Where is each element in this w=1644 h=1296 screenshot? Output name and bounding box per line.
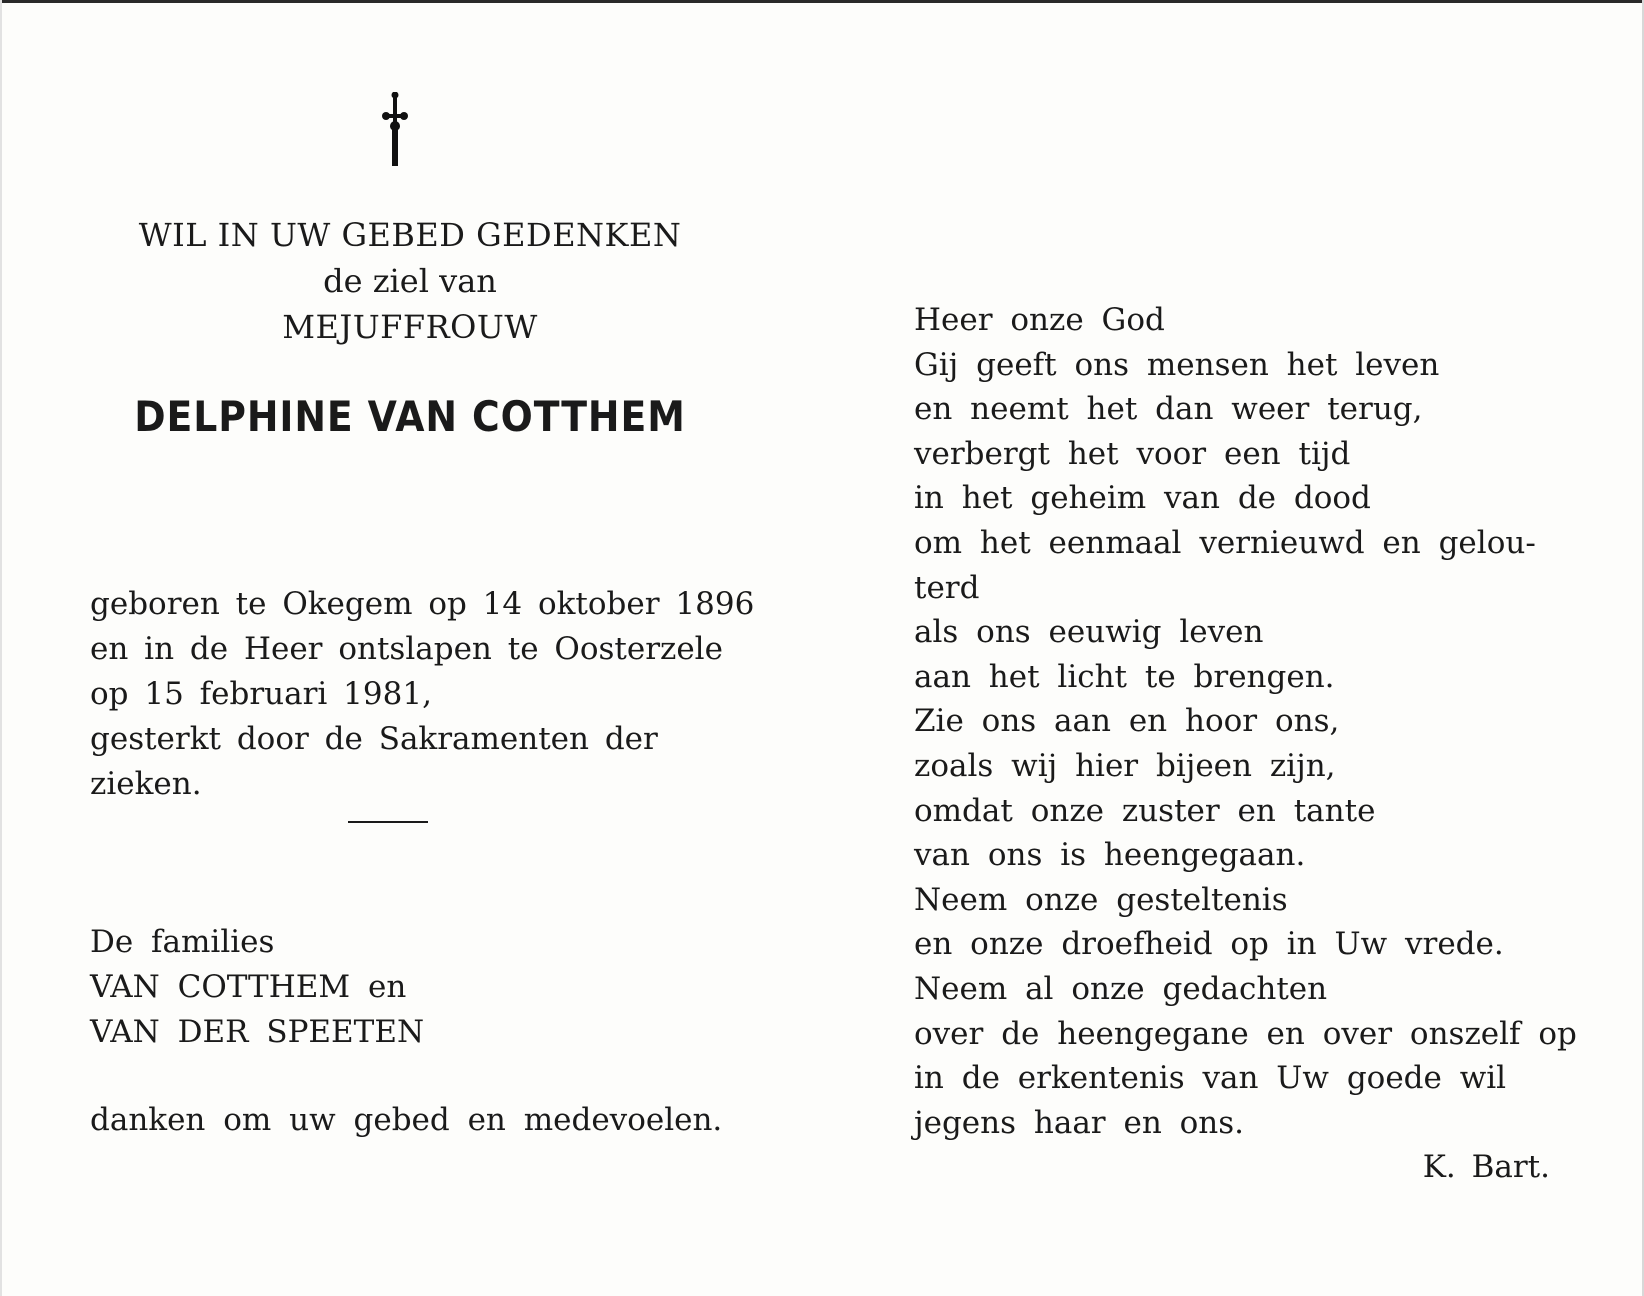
prayer-line: Zie ons aan en hoor ons, (914, 703, 1340, 740)
header-line-3: MEJUFFROUW (282, 308, 538, 346)
biography (90, 582, 755, 807)
header-line-2: de ziel van (323, 262, 497, 300)
families-line: VAN DER SPEETEN (90, 1014, 425, 1050)
families-block (90, 920, 740, 1055)
prayer-line: in de erkentenis van Uw goede wil (914, 1060, 1507, 1097)
header-line-1: WIL IN UW GEBED GEDENKEN (138, 216, 682, 254)
prayer-line: als ons eeuwig leven (914, 614, 1264, 651)
card-top-edge (0, 0, 1644, 3)
thanks-line: danken om uw gebed en medevoelen. (90, 1102, 723, 1138)
prayer-line: in het geheim van de dood (914, 480, 1371, 517)
prayer-line: en onze droefheid op in Uw vrede. (914, 926, 1504, 963)
prayer-line: Neem al onze gedachten (914, 970, 1328, 1007)
bio-line: en in de Heer ontslapen te Oosterzele (90, 631, 723, 667)
bio-line: op 15 februari 1981, (90, 676, 432, 712)
divider (348, 821, 428, 823)
families-line: VAN COTTHEM en (90, 969, 407, 1005)
prayer-text (914, 298, 1577, 1145)
prayer-line: Neem onze gesteltenis (914, 881, 1288, 918)
cross-icon (380, 92, 410, 172)
prayer-line: Heer onze God (914, 302, 1165, 338)
bio-line: gesterkt door de Sakramenten der (90, 721, 658, 757)
deceased-name: DELPHINE VAN COTTHEM (134, 392, 686, 441)
prayer-line: en neemt het dan weer terug, (914, 391, 1423, 428)
prayer-line: jegens haar en ons. (914, 1104, 1245, 1141)
prayer-line: van ons is heengegaan. (914, 837, 1306, 874)
prayer-line: over de heengegane en over onszelf op (914, 1015, 1577, 1052)
prayer-line: zoals wij hier bijeen zijn, (914, 747, 1336, 784)
families-line: De families (90, 924, 275, 960)
card-left-edge (0, 0, 2, 1296)
prayer-line: om het eenmaal vernieuwd en gelou- (914, 524, 1536, 561)
remembrance-header (90, 212, 730, 350)
prayer-line: aan het licht te brengen. (914, 658, 1335, 695)
prayer-line: omdat onze zuster en tante (914, 792, 1376, 829)
bio-line: zieken. (90, 766, 202, 802)
prayer-signature: K. Bart. (1422, 1149, 1550, 1185)
prayer-line: verbergt het voor een tijd (914, 435, 1351, 472)
bio-line: geboren te Okegem op 14 oktober 1896 (90, 586, 755, 622)
prayer-line: terd (914, 569, 980, 606)
prayer-line: Gij geeft ons mensen het leven (914, 346, 1440, 383)
